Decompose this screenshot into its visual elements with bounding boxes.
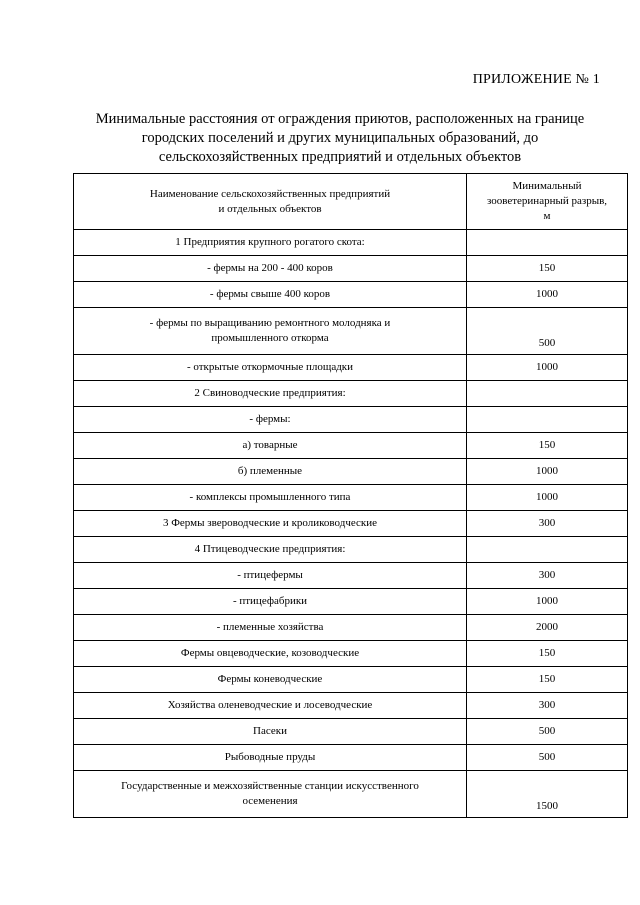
appendix-label: ПРИЛОЖЕНИЕ № 1 — [472, 72, 600, 87]
row-distance-cell — [467, 407, 628, 433]
document-title — [70, 110, 610, 167]
row-distance-cell: 1000 — [467, 355, 628, 381]
row-name-cell: - комплексы промышленного типа — [74, 485, 467, 511]
table-row — [74, 771, 628, 818]
row-distance-cell: 1000 — [467, 282, 628, 308]
header-name-line: и отдельных объектов — [218, 202, 322, 215]
distances-table — [73, 173, 628, 818]
table-row — [74, 511, 628, 537]
row-name-cell: а) товарные — [74, 433, 467, 459]
title-line: Минимальные расстояния от ограждения приютов, расположенных на границе — [95, 111, 585, 127]
table-header-row — [74, 174, 628, 230]
row-distance-cell: 150 — [467, 641, 628, 667]
title-line: городских поселений и других муниципальных образований, до — [141, 130, 539, 146]
row-distance-cell: 300 — [467, 563, 628, 589]
row-name-cell: - фермы свыше 400 коров — [74, 282, 467, 308]
row-distance-cell: 2000 — [467, 615, 628, 641]
row-name-cell — [74, 771, 467, 818]
row-name-cell: Фермы коневодческие — [74, 667, 467, 693]
table-row — [74, 230, 628, 256]
row-distance-cell: 1000 — [467, 459, 628, 485]
row-distance-cell — [467, 537, 628, 563]
table-row — [74, 667, 628, 693]
row-name-cell: - фермы на 200 - 400 коров — [74, 256, 467, 282]
table-row — [74, 433, 628, 459]
row-distance-cell: 1000 — [467, 485, 628, 511]
row-name-cell: Рыбоводные пруды — [74, 745, 467, 771]
row-name-cell: - открытые откормочные площадки — [74, 355, 467, 381]
table-row — [74, 563, 628, 589]
table-row — [74, 282, 628, 308]
table-row — [74, 256, 628, 282]
row-distance-cell: 150 — [467, 256, 628, 282]
row-distance-cell: 300 — [467, 511, 628, 537]
table-row — [74, 308, 628, 355]
row-distance-cell: 150 — [467, 433, 628, 459]
row-distance-cell: 500 — [467, 745, 628, 771]
header-distance-line: зооветеринарный разрыв, — [486, 195, 608, 207]
row-distance-cell — [467, 381, 628, 407]
row-name-cell: Фермы овцеводческие, козоводческие — [74, 641, 467, 667]
row-distance-cell: 150 — [467, 667, 628, 693]
table-row — [74, 407, 628, 433]
header-distance-line: м — [543, 210, 551, 222]
table-row — [74, 719, 628, 745]
header-name-cell — [74, 174, 467, 230]
row-distance-cell: 300 — [467, 693, 628, 719]
row-distance-cell — [467, 230, 628, 256]
row-name-cell — [74, 308, 467, 355]
row-name-cell: - птицефермы — [74, 563, 467, 589]
row-name-line: промышленного откорма — [211, 332, 329, 344]
row-name-cell: 2 Свиноводческие предприятия: — [74, 381, 467, 407]
header-distance-cell — [467, 174, 628, 230]
row-name-line: - фермы по выращиванию ремонтного молодняка и — [149, 317, 391, 329]
title-line: сельскохозяйственных предприятий и отдельных объектов — [158, 149, 522, 165]
row-name-cell: - фермы: — [74, 407, 467, 433]
table-row — [74, 355, 628, 381]
row-distance-cell: 1000 — [467, 589, 628, 615]
row-name-line: осеменения — [242, 795, 298, 807]
row-name-cell: - птицефабрики — [74, 589, 467, 615]
row-name-cell: 4 Птицеводческие предприятия: — [74, 537, 467, 563]
header-name-line: Наименование сельскохозяйственных предприятий — [149, 187, 391, 200]
row-name-cell: - племенные хозяйства — [74, 615, 467, 641]
row-distance-cell: 500 — [467, 308, 628, 355]
row-name-cell: 3 Фермы звероводческие и кролиководческие — [74, 511, 467, 537]
table-row — [74, 745, 628, 771]
row-name-cell: б) племенные — [74, 459, 467, 485]
table-body — [74, 230, 628, 818]
table-row — [74, 459, 628, 485]
table-row — [74, 485, 628, 511]
row-name-cell: Пасеки — [74, 719, 467, 745]
table-row — [74, 641, 628, 667]
table-row — [74, 589, 628, 615]
row-distance-cell: 1500 — [467, 771, 628, 818]
table-row — [74, 537, 628, 563]
table-row — [74, 693, 628, 719]
row-name-line: Государственные и межхозяйственные станции искусственного — [121, 780, 419, 792]
row-distance-cell: 500 — [467, 719, 628, 745]
row-name-cell: Хозяйства оленеводческие и лосеводческие — [74, 693, 467, 719]
header-distance-line: Минимальный — [512, 180, 582, 192]
table-row — [74, 615, 628, 641]
table-row — [74, 381, 628, 407]
row-name-cell: 1 Предприятия крупного рогатого скота: — [74, 230, 467, 256]
